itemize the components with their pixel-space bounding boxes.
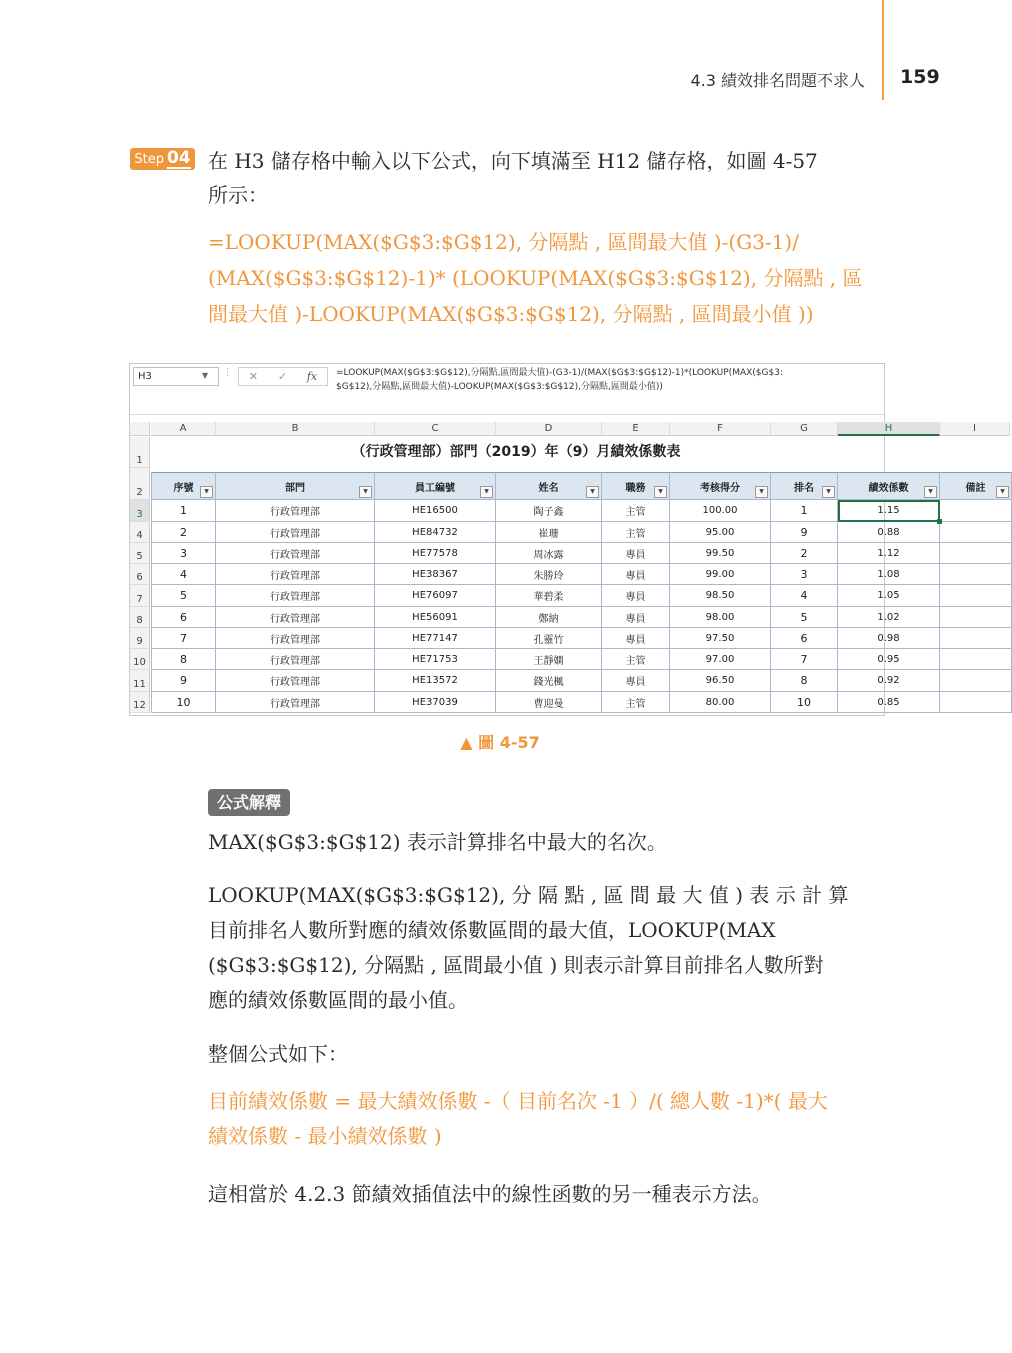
table-cell[interactable]: 0.95 [838, 649, 940, 670]
table-cell[interactable]: 專員 [602, 543, 670, 564]
table-cell[interactable]: HE38367 [375, 564, 496, 585]
table-cell[interactable]: 0.92 [838, 670, 940, 692]
table-cell[interactable]: 主管 [602, 500, 670, 522]
paragraph-line: 績效係數 - 最小績效係數 ) [208, 1124, 442, 1148]
paragraph-lookup [208, 878, 888, 1018]
formula-bar-line: $G$12),分隔點,區間最大值)-LOOKUP(MAX($G$3:$G$12),分隔點,區間最小值)) [336, 382, 663, 392]
step-badge [130, 148, 195, 170]
formula-bar-line: =LOOKUP(MAX($G$3:$G$12),分隔點,區間最大值)-(G3-1)/(MAX($G$3:$G$12)-1)*(LOOKUP(MAX($G$3: [336, 368, 783, 378]
table-cell[interactable]: 1.12 [838, 543, 940, 564]
table-cell[interactable]: 4 [771, 585, 838, 607]
table-cell[interactable]: 100.00 [670, 500, 771, 522]
table-cell[interactable]: 行政管理部 [216, 564, 375, 585]
cancel-icon[interactable]: ✕ [248, 370, 259, 383]
table-cell[interactable]: 專員 [602, 670, 670, 692]
table-cell[interactable] [940, 628, 1012, 649]
filter-dropdown-icon[interactable]: ▼ [822, 486, 835, 498]
paragraph-formula-text [208, 1084, 888, 1154]
table-cell[interactable]: 專員 [602, 607, 670, 628]
table-cell[interactable] [940, 543, 1012, 564]
row-header[interactable]: 3 [130, 500, 150, 522]
table-cell[interactable] [940, 607, 1012, 628]
table-cell[interactable]: 97.00 [670, 649, 771, 670]
table-cell[interactable] [940, 692, 1012, 713]
table-cell[interactable]: 80.00 [670, 692, 771, 713]
row-header[interactable]: 7 [130, 585, 150, 607]
paragraph-max [208, 825, 888, 860]
table-cell[interactable]: 1.08 [838, 564, 940, 585]
table-cell[interactable]: 專員 [602, 585, 670, 607]
table-cell[interactable]: 5 [151, 585, 216, 607]
table-cell[interactable]: 1.02 [838, 607, 940, 628]
table-cell[interactable] [940, 649, 1012, 670]
paragraph-line: ($G$3:$G$12), 分隔點 , 區間最小值 ) 則表示計算目前排名人數所對 [208, 953, 824, 977]
table-cell[interactable] [940, 500, 1012, 522]
table-header-label: 績效係數 [868, 482, 909, 494]
table-cell[interactable]: 行政管理部 [216, 522, 375, 543]
table-cell[interactable]: 曹迎曼 [496, 692, 602, 713]
filter-dropdown-icon[interactable]: ▼ [586, 486, 599, 498]
table-cell[interactable]: 主管 [602, 522, 670, 543]
table-cell[interactable]: 9 [151, 670, 216, 692]
row-header[interactable]: 12 [130, 692, 150, 713]
table-cell[interactable]: 97.50 [670, 628, 771, 649]
column-header[interactable]: F [670, 422, 771, 436]
row-header[interactable]: 10 [130, 649, 150, 670]
paragraph-line: 整個公式如下： [208, 1042, 348, 1066]
table-cell[interactable]: 10 [151, 692, 216, 713]
filter-dropdown-icon[interactable]: ▼ [480, 486, 493, 498]
table-cell[interactable]: 4 [151, 564, 216, 585]
active-cell[interactable]: 1.15 [838, 500, 940, 522]
table-cell[interactable]: 行政管理部 [216, 543, 375, 564]
row-header[interactable]: 8 [130, 607, 150, 628]
table-cell[interactable]: HE77578 [375, 543, 496, 564]
table-cell[interactable]: 98.50 [670, 585, 771, 607]
row-header[interactable]: 5 [130, 543, 150, 564]
paragraph-line: 應的績效係數區間的最小值。 [208, 988, 468, 1012]
table-cell[interactable]: 1 [771, 500, 838, 522]
select-all-corner[interactable] [130, 422, 150, 436]
filter-dropdown-icon[interactable]: ▼ [996, 486, 1009, 498]
table-header-label: 序號 [173, 482, 194, 494]
table-cell[interactable]: 0.88 [838, 522, 940, 543]
table-header-cell[interactable] [216, 472, 375, 500]
table-cell[interactable]: 1 [151, 500, 216, 522]
table-cell[interactable]: HE16500 [375, 500, 496, 522]
table-cell[interactable]: 9 [771, 522, 838, 543]
chevron-down-icon[interactable]: ▼ [202, 371, 209, 380]
table-cell[interactable]: HE84732 [375, 522, 496, 543]
name-box[interactable]: H3 [133, 367, 219, 386]
table-header-label: 職務 [625, 482, 646, 494]
check-icon[interactable]: ✓ [277, 370, 288, 383]
column-header[interactable]: G [771, 422, 838, 436]
filter-dropdown-icon[interactable]: ▼ [924, 486, 937, 498]
fill-handle[interactable] [937, 519, 942, 524]
table-cell[interactable]: 主管 [602, 649, 670, 670]
table-cell[interactable]: 華碧柔 [496, 585, 602, 607]
table-header-label: 排名 [794, 482, 814, 494]
table-cell[interactable]: 0.85 [838, 692, 940, 713]
table-cell[interactable]: HE77147 [375, 628, 496, 649]
table-cell[interactable]: 行政管理部 [216, 585, 375, 607]
table-cell[interactable]: 行政管理部 [216, 670, 375, 692]
row-header[interactable]: 2 [130, 468, 150, 500]
table-header-cell[interactable] [602, 472, 670, 500]
table-header-cell[interactable] [151, 472, 216, 500]
table-cell[interactable]: 行政管理部 [216, 607, 375, 628]
table-cell[interactable]: 2 [771, 543, 838, 564]
table-cell[interactable]: 1.05 [838, 585, 940, 607]
table-header-label: 姓名 [538, 482, 559, 494]
step-instruction [208, 144, 888, 212]
paragraph-line: 這相當於 4.2.3 節績效插值法中的線性函數的另一種表示方法。 [208, 1182, 772, 1206]
table-cell[interactable]: 8 [151, 649, 216, 670]
column-header[interactable]: E [602, 422, 670, 436]
formula-line: (MAX($G$3:$G$12)-1)* (LOOKUP(MAX($G$3:$G$12), 分隔點 , 區 [208, 266, 863, 290]
header-section-title: 4.3 績效排名問題不求人 [690, 71, 865, 90]
column-header[interactable]: C [375, 422, 496, 436]
row-header[interactable]: 6 [130, 564, 150, 585]
table-header-cell[interactable] [496, 472, 602, 500]
table-cell[interactable]: 95.00 [670, 522, 771, 543]
table-cell[interactable]: 朱勝玲 [496, 564, 602, 585]
table-cell[interactable]: 鄭納 [496, 607, 602, 628]
row-header[interactable]: 11 [130, 670, 150, 692]
table-cell[interactable] [940, 564, 1012, 585]
table-cell[interactable]: 8 [771, 670, 838, 692]
table-cell[interactable]: 7 [151, 628, 216, 649]
table-cell[interactable]: 6 [151, 607, 216, 628]
column-header[interactable]: B [216, 422, 375, 436]
explanation-tag: 公式解釋 [208, 789, 290, 816]
table-cell[interactable]: 99.00 [670, 564, 771, 585]
paragraph-line: 目前排名人數所對應的績效係數區間的最大值，LOOKUP(MAX [208, 918, 776, 942]
step-label: Step [134, 151, 164, 167]
table-cell[interactable]: HE56091 [375, 607, 496, 628]
row-header[interactable]: 9 [130, 628, 150, 649]
table-cell[interactable]: 行政管理部 [216, 628, 375, 649]
excel-screenshot [129, 363, 1005, 716]
table-cell[interactable]: 錢光楓 [496, 670, 602, 692]
page-number: 159 [900, 66, 940, 88]
step-line: 在 H3 儲存格中輸入以下公式，向下填滿至 H12 儲存格，如圖 4-57 [208, 149, 818, 173]
table-cell[interactable]: 陶子鑫 [496, 500, 602, 522]
filter-dropdown-icon[interactable]: ▼ [755, 486, 768, 498]
table-cell[interactable]: 王靜嫻 [496, 649, 602, 670]
table-cell[interactable]: 主管 [602, 692, 670, 713]
header-divider [882, 0, 884, 100]
drag-dots-icon: ⋮ [223, 368, 232, 378]
figure-caption: ▲ 圖 4-57 [460, 733, 540, 752]
step-number: 04 [166, 147, 191, 168]
table-header-label: 員工編號 [415, 482, 455, 494]
table-header-cell[interactable] [838, 472, 940, 500]
table-cell[interactable]: 0.98 [838, 628, 940, 649]
row-header[interactable]: 1 [130, 437, 150, 468]
table-cell[interactable]: 10 [771, 692, 838, 713]
table-cell[interactable]: 99.50 [670, 543, 771, 564]
table-header-cell[interactable] [375, 472, 496, 500]
table-cell[interactable]: 96.50 [670, 670, 771, 692]
filter-dropdown-icon[interactable]: ▼ [200, 486, 213, 498]
paragraph-conclusion [208, 1177, 888, 1212]
table-cell[interactable]: 3 [771, 564, 838, 585]
filter-dropdown-icon[interactable]: ▼ [359, 486, 372, 498]
table-cell[interactable]: 崔珊 [496, 522, 602, 543]
table-cell[interactable]: 7 [771, 649, 838, 670]
column-header[interactable]: A [151, 422, 216, 436]
table-cell[interactable]: 6 [771, 628, 838, 649]
formula-bar-separator [130, 414, 884, 415]
table-cell[interactable]: 專員 [602, 564, 670, 585]
table-header-label: 部門 [285, 482, 305, 494]
table-header-label: 備註 [965, 482, 986, 494]
table-cell[interactable]: HE37039 [375, 692, 496, 713]
table-cell[interactable] [940, 522, 1012, 543]
step-line: 所示： [208, 183, 268, 207]
paragraph-line: MAX($G$3:$G$12) 表示計算排名中最大的名次。 [208, 830, 667, 854]
table-cell[interactable] [940, 585, 1012, 607]
formula-line: =LOOKUP(MAX($G$3:$G$12), 分隔點 , 區間最大值 )-(G3-1)/ [208, 230, 799, 254]
table-cell[interactable]: 周冰露 [496, 543, 602, 564]
column-header[interactable]: D [496, 422, 602, 436]
formula-block [208, 224, 888, 332]
table-header-cell[interactable] [670, 472, 771, 500]
sheet-title[interactable]: （行政管理部）部門（2019）年（9）月績效係數表 [351, 444, 681, 460]
table-cell[interactable]: 3 [151, 543, 216, 564]
formula-bar-buttons [238, 367, 328, 386]
table-cell[interactable]: 專員 [602, 628, 670, 649]
table-cell[interactable]: HE76097 [375, 585, 496, 607]
formula-bar[interactable] [336, 366, 876, 394]
table-cell[interactable]: HE71753 [375, 649, 496, 670]
table-cell[interactable]: 98.00 [670, 607, 771, 628]
table-header-label: 考核得分 [700, 482, 740, 494]
table-cell[interactable]: HE13572 [375, 670, 496, 692]
filter-dropdown-icon[interactable]: ▼ [654, 486, 667, 498]
table-cell[interactable]: 行政管理部 [216, 692, 375, 713]
table-cell[interactable]: 行政管理部 [216, 649, 375, 670]
formula-line: 間最大值 )-LOOKUP(MAX($G$3:$G$12), 分隔點 , 區間最小值 )) [208, 302, 814, 326]
column-header[interactable]: H [838, 422, 940, 436]
row-header[interactable]: 4 [130, 522, 150, 543]
table-header-cell[interactable] [771, 472, 838, 500]
table-cell[interactable]: 孔靈竹 [496, 628, 602, 649]
table-cell[interactable]: 2 [151, 522, 216, 543]
column-header[interactable]: I [940, 422, 1010, 436]
insert-function-icon[interactable]: fx [306, 370, 318, 383]
paragraph-line: 目前績效係數 = 最大績效係數 -（ 目前名次 -1 ）/( 總人數 -1)*( 最大 [208, 1089, 828, 1113]
table-header-cell[interactable] [940, 472, 1012, 500]
table-cell[interactable]: 5 [771, 607, 838, 628]
table-cell[interactable]: 行政管理部 [216, 500, 375, 522]
paragraph-whole-formula [208, 1037, 888, 1072]
table-cell[interactable] [940, 670, 1012, 692]
paragraph-line: LOOKUP(MAX($G$3:$G$12), 分 隔 點 , 區 間 最 大 值 ) 表 示 計 算 [208, 883, 849, 907]
